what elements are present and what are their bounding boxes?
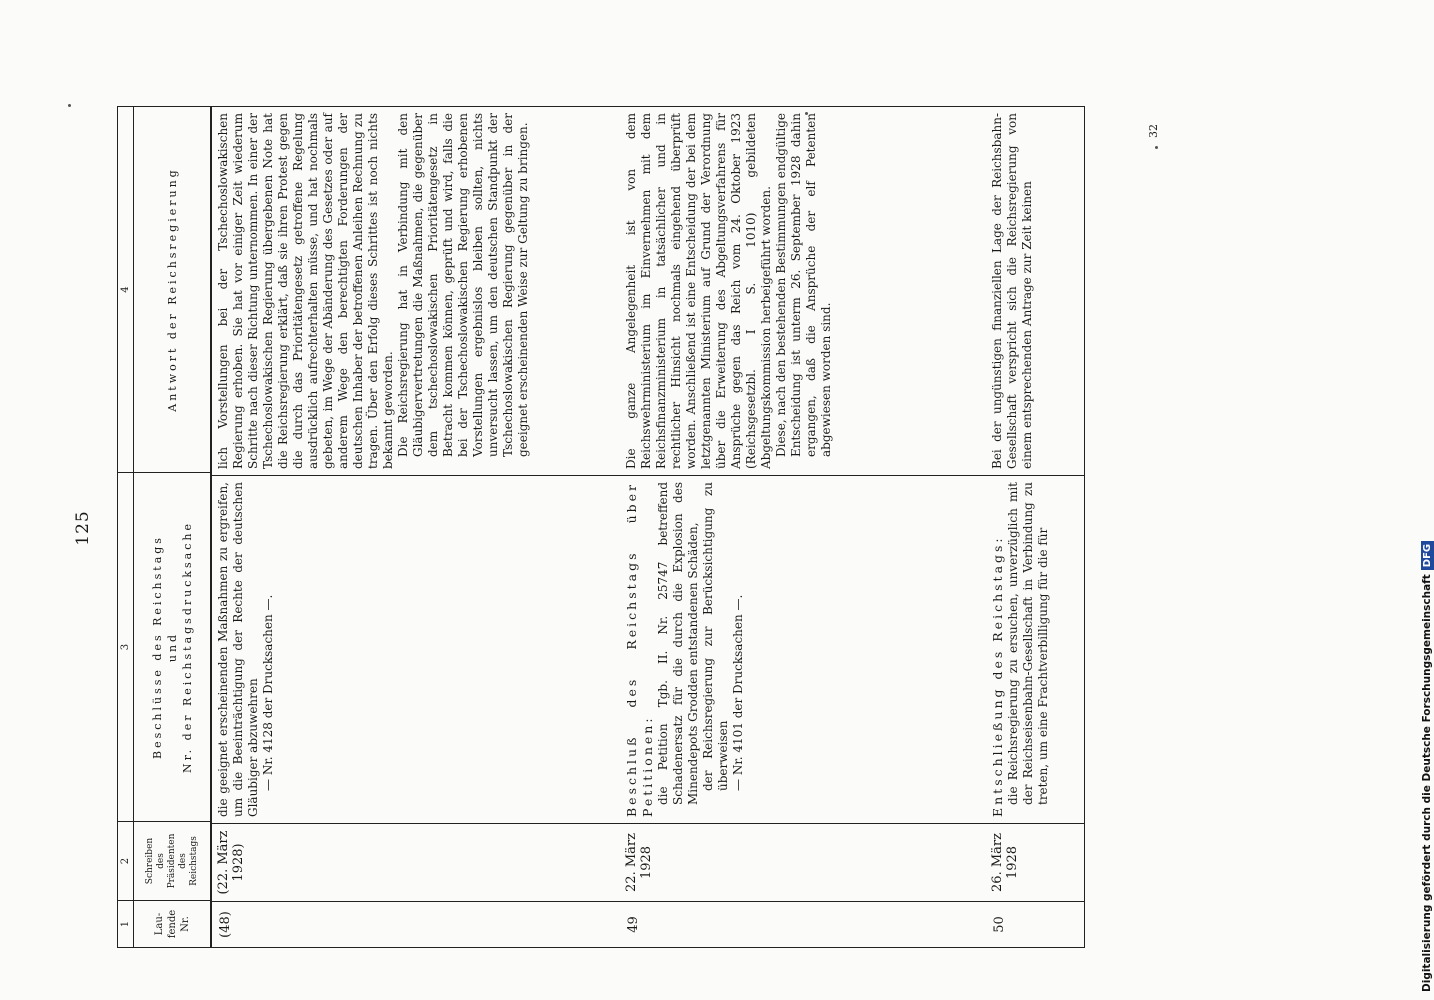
header-text: Antwort der Reichsregierung — [165, 167, 179, 412]
header-text: Reichstags — [188, 836, 199, 886]
header-col1 — [134, 900, 212, 947]
column-number: 3 — [117, 472, 134, 821]
credit-text: Digitalisierung gefördert durch die Deutsche Forschungsgemeinschaft — [1421, 574, 1433, 992]
header-col4 — [134, 107, 212, 472]
row-number: 49 — [620, 901, 986, 947]
row-answer — [986, 107, 1084, 475]
footer-mark: 32 — [1147, 124, 1160, 138]
row-date: 22. März 1928 — [620, 823, 986, 901]
header-text: und — [165, 631, 179, 663]
header-text: Präsidenten — [166, 833, 177, 889]
column-number: 1 — [117, 900, 134, 947]
column-number: 4 — [117, 107, 134, 472]
drucksache-ref: — Nr. 4128 der Drucksachen —. — [261, 594, 275, 791]
rotated-page-content — [67, 108, 1287, 948]
dfg-logo: DFG — [1421, 541, 1434, 570]
resolution-title: Entschließung des Reichstags: — [990, 535, 1005, 817]
answer-text: Die ganze Angelegenheit ist von dem Reichswehrministerium im Einvernehmen mit dem Reichsfinanzministerium in tatsächlicher und in rechtlicher Hinsicht nochmals eingehend überprüft worden. Anschließend ist eine Entscheidung der bei dem letztgenannten Ministerium auf Grund der Verordnung über die Erweiterung des Abgeltungsverfahrens für Ansprüche gegen das Reich vom 24. Oktober 1923 (Reichsgesetzbl. I S. 1010) gebildeten Abgeltungskommission herbeigeführt worden. — [624, 113, 773, 469]
page-number: 125 — [73, 510, 93, 546]
answer-text: Bei der ungünstigen finanziellen Lage der Reichsbahn-Gesellschaft verspricht sich die Reichsregierung von einem entsprechenden Antrage zur Zeit keinen — [990, 113, 1034, 469]
answer-text: lich Vorstellungen bei der Tschechoslowakischen Regierung erhoben. Sie hat vor einiger Zeit wiederum Schritte nach dieser Richtung unternommen. In einer der Tschechoslowakischen Regierung übergebenen Note hat die Reichsregierung erklärt, daß sie ihren Protest gegen die durch das Prioritätengesetz getroffene Regelung ausdrücklich aufrechterhalten müsse, und hat nochmals gebeten, im Wege der Abänderung des Gesetzes oder auf anderem Wege den berechtigten Forderungen der deutschen Inhaber der betroffenen Anleihen Rechnung zu tragen. Über den Erfolg dieses Schrittes ist noch nichts bekannt geworden. — [216, 113, 395, 469]
row-number: 50 — [986, 901, 1084, 947]
column-number-row — [117, 107, 134, 947]
drucksache-ref: — Nr. 4101 der Drucksachen —. — [731, 594, 745, 791]
row-resolution — [620, 475, 986, 823]
header-text: Beschlüsse des Reichstags — [150, 535, 164, 759]
row-answer — [620, 107, 986, 475]
answer-text: Diese, nach den bestehenden Bestimmungen endgültige Entscheidung ist unterm 26. September 1928 dahin ergangen, daß die Ansprüche der elf Petenten abgewiesen worden sind. — [774, 113, 833, 457]
header-text: Lau- — [153, 912, 165, 936]
table-row — [212, 107, 620, 947]
table-row — [620, 107, 986, 947]
row-date: 26. März 1928 — [986, 823, 1084, 901]
resolution-title: Beschluß des Reichstags über Petitionen: — [624, 482, 655, 817]
header-text: Nr. der Reichstagsdrucksache — [180, 521, 194, 774]
header-text: Schreiben — [144, 837, 155, 885]
resolution-text: die Reichsregierung zu ersuchen, unverzüglich mit der Reichseisenbahn-Gesellschaft in Verbindung zu treten, um eine Frachtverbilligung für die für — [1006, 482, 1050, 805]
answer-text: Die Reichsregierung hat in Verbindung mit den Gläubigervertretungen die Maßnahmen, die gegenüber dem tschechoslowakischen Prioritätengesetz in Betracht kommen können, geprüft und wird, falls die bei der Tschechoslowakischen Regierung erhobenen Vorstellungen ergebnislos bleiben sollten, nichts unversucht lassen, um den deutschen Standpunkt der Tschechoslowakischen Regierung gegenüber in der geeignet erscheinenden Weise zur Geltung zu bringen. — [396, 113, 530, 457]
header-row — [134, 107, 212, 947]
header-text: des — [177, 853, 188, 869]
resolutions-table — [117, 106, 1085, 948]
header-col2 — [134, 821, 212, 900]
row-date: (22. März 1928) — [212, 823, 620, 901]
digitization-credit — [1418, 2, 1434, 992]
row-number: (48) — [212, 901, 620, 947]
header-text: Nr. — [179, 916, 191, 932]
header-col3 — [134, 472, 212, 821]
row-resolution — [986, 475, 1084, 823]
header-text: des — [155, 853, 166, 869]
table-row — [986, 107, 1084, 947]
row-answer — [212, 107, 620, 475]
resolution-text: die geeignet erscheinenden Maßnahmen zu ergreifen, um die Beeinträchtigung der Rechte der deutschen Gläubiger abzuwehren — [216, 482, 260, 817]
header-text: fende — [166, 909, 178, 939]
resolution-text: der Reichsregierung zur Berücksichtigung zu überweisen — [701, 482, 730, 791]
column-number: 2 — [117, 821, 134, 900]
scan-speck — [68, 104, 71, 107]
row-resolution — [212, 475, 620, 823]
resolution-text: die Petition Tgb. II. Nr. 25747 betreffend Schadenersatz für die durch die Explosion des Minendepots Grodden entstandenen Schäden, — [656, 482, 700, 805]
